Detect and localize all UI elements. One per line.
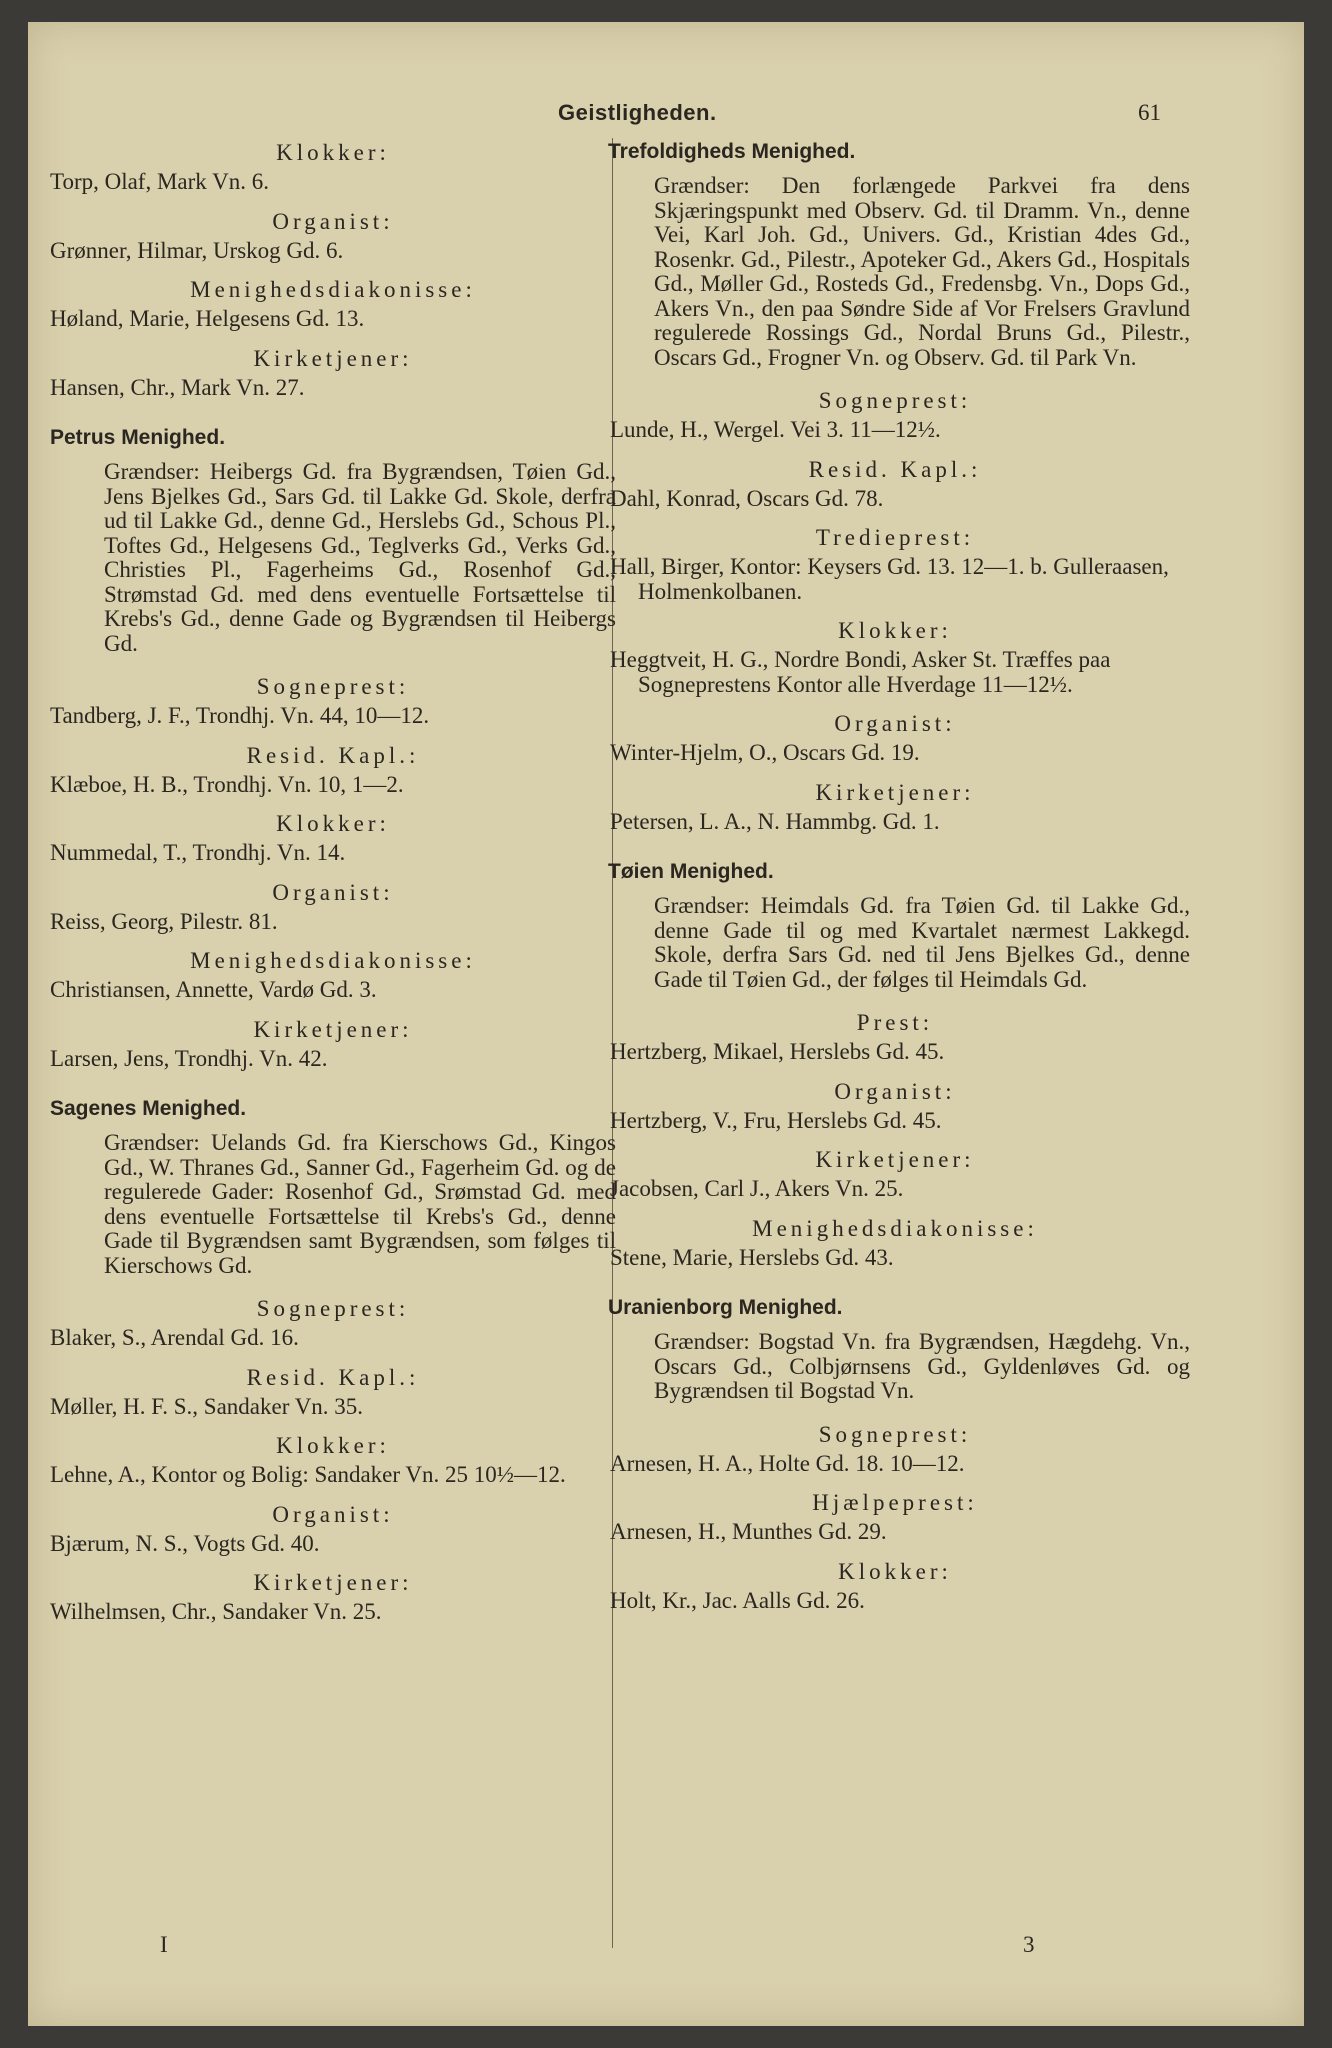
parish-boundary: Grændser: Heimdals Gd. fra Tøien Gd. til Lakke Gd., denne Gade til og med Kvartalet nærmest Lakkegd. Skole, derfra Sars Gd. ned til Jens Bjelkes Gd., denne Gade til Tøien Gd., der følges til Heimdals Gd.	[654, 893, 1190, 992]
document-page	[28, 22, 1304, 2026]
person-entry: Hertzberg, V., Fru, Herslebs Gd. 45.	[610, 1107, 942, 1133]
person-entry: Hansen, Chr., Mark Vn. 27.	[50, 374, 305, 400]
person-entry: Møller, H. F. S., Sandaker Vn. 35.	[50, 1393, 364, 1419]
parish-boundary: Grændser: Bogstad Vn. fra Bygrændsen, Hægdehg. Vn., Oscars Gd., Colbjørnsens Gd., Gyldenløves Gd. og Bygrændsen til Bogstad Vn.	[654, 1329, 1190, 1403]
role-heading: Klokker:	[276, 811, 390, 836]
role-heading: Klokker:	[838, 618, 952, 643]
role-heading: Menighedsdiakonisse:	[190, 948, 476, 973]
person-entry: Petersen, L. A., N. Hammbg. Gd. 1.	[610, 808, 940, 834]
person-entry: Wilhelmsen, Chr., Sandaker Vn. 25.	[50, 1599, 382, 1624]
page-header	[28, 74, 1304, 125]
role-heading: Kirketjener:	[815, 779, 975, 805]
parish-boundary: Grændser: Den forlængede Parkvei fra dens Skjæringspunkt med Observ. Gd. til Dramm. Vn., denne Vei, Karl Joh. Gd., Univers. Gd., Kristian 4des Gd., Rosenkr. Gd., Pilestr., Apoteker Gd., Akers Gd., Hospitals Gd., Møller Gd., Rosteds Gd., Fredensbg. Vn., Dops Gd., Akers Vn., den paa Søndre Side af Vor Frelsers Gravlund regulerede Rossings Gd., Nordal Bruns Gd., Pilestr., Oscars Gd., Frogner Vn. og Observ. Gd. til Park Vn.	[654, 173, 1190, 370]
person-entry: Arnesen, H., Munthes Gd. 29.	[610, 1519, 887, 1544]
role-heading: Kirketjener:	[815, 1147, 975, 1172]
person-entry: Tandberg, J. F., Trondhj. Vn. 44, 10—12.	[50, 703, 430, 728]
role-heading: Klokker:	[838, 1558, 952, 1584]
parish-boundary: Grændser: Uelands Gd. fra Kierschows Gd., Kingos Gd., W. Thranes Gd., Sanner Gd., Fagerheim Gd. og de regulerede Gader: Rosenhof Gd., Srømstad Gd. med dens eventuelle Fortsættelse til Krebs's Gd., denne Gade til Bygrændsen samt Bygrændsen, som følges til Kierschows Gd.	[104, 1130, 616, 1278]
parish-heading: Petrus Menighed.	[50, 426, 226, 449]
page-footer	[28, 1932, 1304, 1972]
parish-section-petrus	[50, 426, 616, 1071]
person-entry: Dahl, Konrad, Oscars Gd. 78.	[610, 485, 884, 511]
person-entry: Reiss, Georg, Pilestr. 81.	[50, 908, 278, 934]
person-entry: Bjærum, N. S., Vogts Gd. 40.	[50, 1530, 320, 1556]
left-column	[50, 140, 616, 1633]
role-heading: Menighedsdiakonisse:	[752, 1215, 1038, 1241]
page-title: Geistligheden.	[558, 100, 717, 125]
role-heading: Resid. Kapl.:	[246, 742, 420, 768]
person-entry: Nummedal, T., Trondhj. Vn. 14.	[50, 840, 346, 865]
parish-heading: Trefoldigheds Menighed.	[608, 140, 856, 163]
person-entry: Christiansen, Annette, Vardø Gd. 3.	[50, 977, 377, 1002]
role-heading: Sogneprest:	[256, 1296, 410, 1321]
role-heading: Kirketjener:	[253, 1570, 413, 1595]
parish-heading: Tøien Menighed.	[608, 860, 774, 883]
person-entry: Hertzberg, Mikael, Herslebs Gd. 45.	[610, 1039, 945, 1064]
person-entry: Larsen, Jens, Trondhj. Vn. 42.	[50, 1045, 328, 1071]
role-block	[50, 140, 616, 195]
role-heading: Resid. Kapl.:	[808, 456, 982, 482]
person-entry: Holt, Kr., Jac. Aalls Gd. 26.	[610, 1587, 865, 1613]
role-heading: Sogneprest:	[818, 388, 972, 413]
person-entry: Heggtveit, H. G., Nordre Bondi, Asker St. Træffes paa Sogneprestens Kontor alle Hverdage 11—12½.	[610, 647, 1111, 697]
role-heading: Hjælpeprest:	[812, 1490, 978, 1515]
role-heading: Sogneprest:	[256, 674, 410, 699]
role-block	[50, 277, 616, 332]
role-heading: Organist:	[272, 879, 394, 905]
role-block	[50, 209, 616, 264]
page-number: 61	[1138, 100, 1161, 125]
person-entry: Grønner, Hilmar, Urskog Gd. 6.	[50, 237, 344, 263]
role-block	[50, 346, 616, 401]
sheet-number: 3	[1023, 1932, 1035, 1957]
parish-section-uranienborg	[600, 1296, 1190, 1613]
right-column	[600, 140, 1190, 1621]
person-entry: Lunde, H., Wergel. Vei 3. 11—12½.	[610, 417, 941, 442]
person-entry: Stene, Marie, Herslebs Gd. 43.	[610, 1244, 894, 1270]
parish-section-toien	[600, 860, 1190, 1270]
person-entry: Hall, Birger, Kontor: Keysers Gd. 13. 12—1. b. Gulleraasen, Holmenkolbanen.	[610, 554, 1169, 604]
role-heading: Organist:	[834, 1078, 956, 1104]
parish-section-sagenes	[50, 1097, 616, 1625]
role-heading: Menighedsdiakonisse:	[190, 277, 476, 302]
role-heading: Kirketjener:	[253, 1016, 413, 1042]
role-heading: Organist:	[834, 711, 956, 736]
person-entry: Blaker, S., Arendal Gd. 16.	[50, 1325, 299, 1350]
person-entry: Høland, Marie, Helgesens Gd. 13.	[50, 306, 365, 331]
role-heading: Klokker:	[276, 140, 390, 165]
role-heading: Kirketjener:	[253, 345, 413, 371]
role-heading: Sogneprest:	[818, 1421, 972, 1447]
role-heading: Klokker:	[276, 1433, 390, 1458]
parish-heading: Sagenes Menighed.	[50, 1097, 247, 1120]
person-entry: Lehne, A., Kontor og Bolig: Sandaker Vn. 25 10½—12.	[50, 1462, 566, 1487]
person-entry: Torp, Olaf, Mark Vn. 6.	[50, 169, 269, 194]
role-heading: Organist:	[272, 1501, 394, 1527]
role-heading: Resid. Kapl.:	[246, 1364, 420, 1390]
parish-boundary: Grændser: Heibergs Gd. fra Bygrændsen, Tøien Gd., Jens Bjelkes Gd., Sars Gd. til Lakke Gd. Skole, derfra ud til Lakke Gd., denne Gd., Herslebs Gd., Schous Pl., Toftes Gd., Helgesens Gd., Teglverks Gd., Verks Gd., Christies Pl., Fagerheims Gd., Rosenhof Gd., Strømstad Gd. med dens eventuelle Fortsættelse til Krebs's Gd., denne Gade og Bygrændsen til Heibergs Gd.	[104, 459, 616, 656]
parish-section-trefoldigheds	[600, 140, 1190, 834]
role-heading: Organist:	[272, 208, 394, 234]
person-entry: Winter-Hjelm, O., Oscars Gd. 19.	[610, 740, 920, 765]
person-entry: Arnesen, H. A., Holte Gd. 18. 10—12.	[610, 1450, 965, 1476]
signature-mark: I	[160, 1932, 168, 1957]
parish-heading: Uranienborg Menighed.	[608, 1296, 843, 1319]
person-entry: Jacobsen, Carl J., Akers Vn. 25.	[610, 1176, 904, 1201]
role-heading: Prest:	[856, 1010, 934, 1035]
person-entry: Klæboe, H. B., Trondhj. Vn. 10, 1—2.	[50, 771, 404, 797]
role-heading: Tredieprest:	[815, 525, 975, 550]
